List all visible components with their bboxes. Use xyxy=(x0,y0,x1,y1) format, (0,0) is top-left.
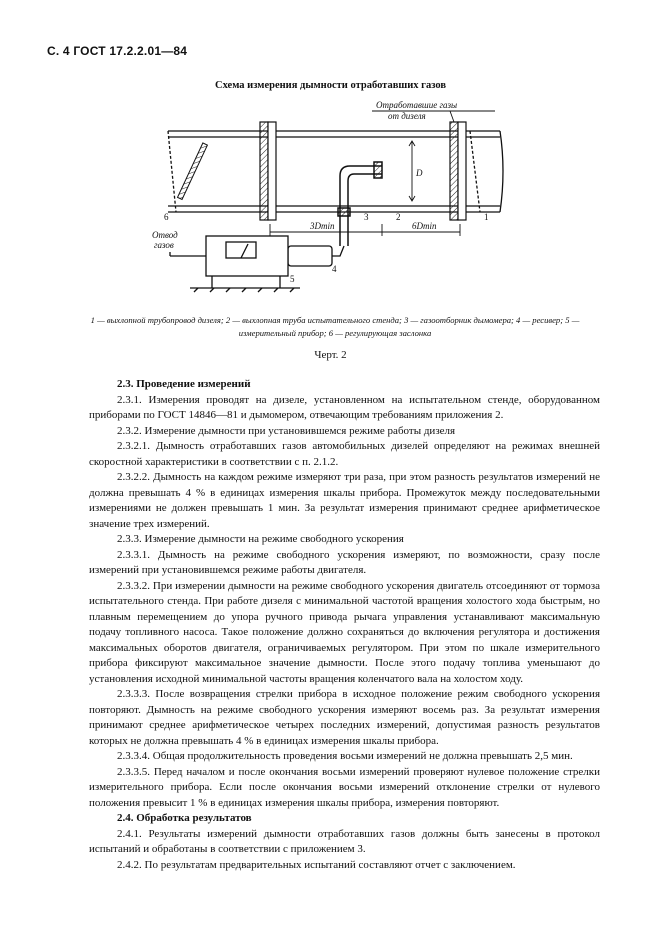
gas-probe-3 xyxy=(338,162,382,246)
flange-left xyxy=(260,122,276,220)
paragraph: 2.3.3.3. После возвращения стрелки прибора в исходное положение режим свободного ускорения повторяют. Дымность на режиме свободного ускорения измеряют восемь раз. За результат измерения принимают среднее арифметическое четырех последних измерений, допустимая разность результатов которых не должна превышать 4 % в единицах измерения шкалы прибора. xyxy=(89,688,600,747)
figure-caption: 1 — выхлопной трубопровод дизеля; 2 — выхлопная труба испытательного стенда; 3 — газоотборник дымомера; 4 — ресивер; 5 — измерительный прибор; 6 — регулирующая заслонка xyxy=(90,315,580,338)
paragraph: 2.3.1. Измерения проводят на дизеле, установленном на испытательном стенде, оборудованном приборами по ГОСТ 14846—81 и дымомером, отвечающим требованиям приложения 2. xyxy=(89,393,600,421)
paragraph: 2.3.2.1. Дымность отработавших газов автомобильных дизелей определяют на режимах внешней скоростной характеристики в соответствии с п. 2.1.2. xyxy=(89,440,600,468)
label-exit-line1: Отвод xyxy=(152,230,178,240)
page-header: С. 4 ГОСТ 17.2.2.01—84 xyxy=(47,44,188,58)
figure-title: Схема измерения дымности отработавших газов xyxy=(214,80,447,91)
label-1: 1 xyxy=(484,212,489,222)
paragraph: 2.4.1. Результаты измерений дымности отработавших газов должны быть занесены в протокол испытаний и обработаны в соответствии с приложением 3. xyxy=(89,827,600,855)
paragraph: 2.3.3.5. Перед началом и после окончания восьми измерений проверяют нулевое положение стрелки измерительного прибора. Если после окончания восьми измерений отклонение стрелки от нулевого положения превысит 1 % в единицах измерения шкалы прибора, измерения повторяют. xyxy=(89,765,600,809)
label-exhaust-line1: Отработавшие газы xyxy=(376,100,458,110)
label-d: D xyxy=(416,168,423,178)
figure-number: Черт. 2 xyxy=(314,349,347,361)
paragraph: 2.4.2. По результатам предварительных испытаний составляют отчет с заключением. xyxy=(117,858,516,871)
section-heading: 2.3. Проведение измерений xyxy=(117,378,251,390)
paragraph: 2.3.3. Измерение дымности на режиме свободного ускорения xyxy=(117,533,404,545)
label-2: 2 xyxy=(396,212,401,222)
body-text xyxy=(89,377,600,873)
label-exit-line2: газов xyxy=(154,240,174,250)
label-3d: 3Dmin xyxy=(310,221,335,231)
label-5: 5 xyxy=(290,274,295,284)
label-6d: 6Dmin xyxy=(412,221,437,231)
instrument-5 xyxy=(170,236,300,292)
paragraph: 2.3.3.1. Дымность на режиме свободного ускорения измеряют, по возможности, сразу после измерений при установившемся режиме работы двигателя. xyxy=(89,548,600,576)
damper-6 xyxy=(178,143,208,199)
flange-right xyxy=(450,122,466,220)
section-heading: 2.4. Обработка результатов xyxy=(117,812,252,824)
receiver-4 xyxy=(288,246,332,266)
label-exhaust-line2: от дизеля xyxy=(388,111,426,121)
label-3: 3 xyxy=(364,212,369,222)
paragraph: 2.3.3.2. При измерении дымности на режиме свободного ускорения двигатель отсоединяют от тормоза испытательного стенда. При работе дизеля с минимальной частотой вращения холостого хода быстрым, но плавным перемещением до упора ручного привода рычага управления устанавливают максимальную подачу топливного насоса. Такое положение должно сохраняться до включения регулятора и достижения максимальных оборотов двигателя, ограничиваемых регулятором. При этом по шкале измерительного прибора фиксируют максимальное значение дымности. После этого подачу топлива уменьшают до установления исходной минимальной частоты вращения коленчатого вала на холостом ходу. xyxy=(89,579,600,685)
smoke-measurement-diagram xyxy=(150,96,510,308)
paragraph: 2.3.2.2. Дымность на каждом режиме измеряют три раза, при этом разность результатов измерений не должна превышать 4 % в единицах измерения шкалы прибора. Промежуток между последовательными измерениями не должен превышать 1 мин. За результат измерения принимают среднее арифметическое значение трех измерений. xyxy=(89,471,600,530)
label-4: 4 xyxy=(332,264,337,274)
paragraph: 2.3.3.4. Общая продолжительность проведения восьми измерений не должна превышать 2,5 мин. xyxy=(117,750,573,762)
paragraph: 2.3.2. Измерение дымности при установившемся режиме работы дизеля xyxy=(117,424,456,437)
label-6: 6 xyxy=(164,212,169,222)
